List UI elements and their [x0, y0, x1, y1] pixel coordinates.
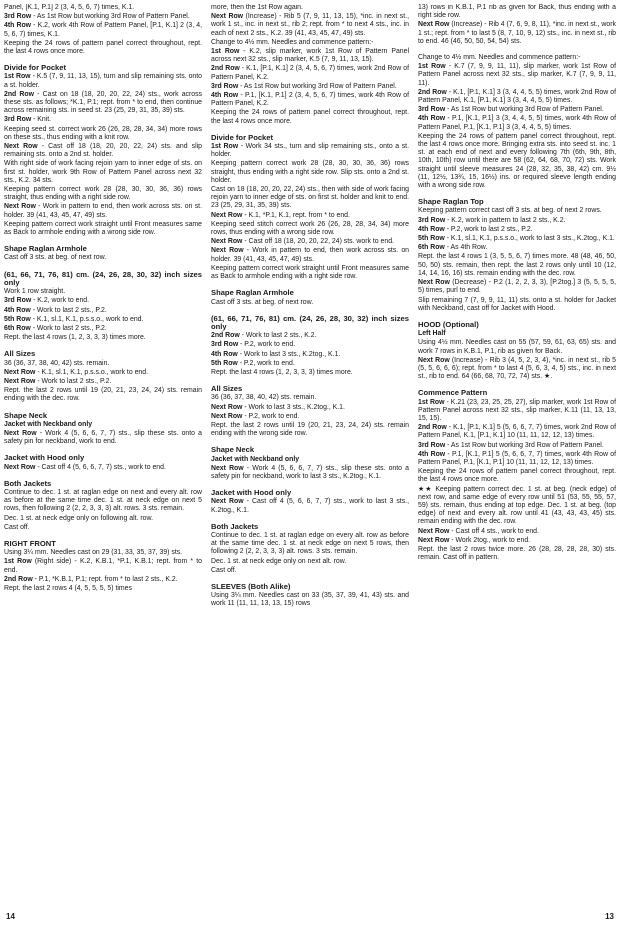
instruction-text: - Work to last 2 sts., K.2.	[239, 332, 317, 340]
instruction-paragraph	[211, 465, 409, 481]
instruction-paragraph	[4, 515, 202, 523]
section-heading: Divide for Pocket	[211, 132, 274, 142]
instruction-paragraph	[211, 592, 409, 608]
row-label: 2nd Row	[418, 424, 447, 432]
section-heading: HOOD (Optional)	[418, 319, 479, 329]
instruction-text: Rept. the last 2 rows until 19 (20, 21, 23, 24, 24) sts. remain ending with the wrong side row.	[211, 421, 409, 438]
instruction-text: Cast off.	[211, 566, 237, 574]
instruction-paragraph	[211, 404, 409, 412]
instruction-text: Slip remaining 7 (7, 9, 9, 11, 11) sts. onto a st. holder for Jacket with Neckband, cast off for Jacket with Hood.	[418, 296, 616, 312]
instruction-paragraph	[211, 332, 409, 340]
instruction-paragraph	[418, 133, 616, 190]
instruction-text: - P.1, *K.B.1, P.1; rept. from * to last 2 sts., K.2.	[32, 575, 178, 583]
instruction-paragraph	[211, 265, 409, 281]
instruction-text: (Increase) - Rib 3 (4, 5, 2, 3, 4), *inc. in next st., rib 5 (5, 5, 6, 6, 6); rept. from * to last 4 (5, 6, 3, 4, 5) sts., inc. in next st., rib to end. 64 (66, 68, 70, 72, 74) sts. ★.	[418, 356, 616, 381]
row-label: 2nd Row	[211, 65, 240, 73]
section-heading: Shape Neck	[211, 445, 255, 455]
row-label: 1st Row	[418, 63, 446, 71]
instruction-text: Keeping pattern correct work 28 (28, 30, 30, 36, 36) rows straight, thus ending with a right side row. Slip sts. onto a 2nd st. holder.	[211, 160, 409, 184]
row-label: 2nd Row	[4, 575, 33, 583]
column-middle	[211, 4, 409, 899]
instruction-text: Using 3¼ mm. Needles cast on 33 (35, 37, 39, 41, 43) sts. and work 11 (11, 11, 13, 13, 15) rows	[211, 592, 409, 608]
instruction-text: - Work in pattern to end, then work across sts. on st. holder. 39 (41, 43, 45, 47, 49) sts.	[4, 203, 202, 219]
row-label: 2nd Row	[211, 332, 240, 340]
instruction-text: Keeping pattern correct work straight until Front measures same as Back to armhole ending with a wrong side row.	[4, 220, 202, 237]
section-heading: (61, 66, 71, 76, 81) cm. (24, 26, 28, 30, 32) inch sizes only	[211, 313, 409, 331]
instruction-text: - As 1st Row but working 3rd Row of Pattern Panel.	[238, 82, 397, 90]
instruction-text: Keeping the 24 rows of pattern panel correct throughout, rept. the last 4 rows once more. Bringing extra sts. into seed st. inc. 1 st. at each end of next and every following 7th (6th, 9th, 8th, 10th, 10th) row until there are 58 (62, 64, 68, 70, 72) sts. Work straight until sleeve measures 24 (28, 32, 35, 38, 42) cm. 9½ (11, 12½, 13¾, 15, 16½) ins. or required sleeve length ending with a wrong side row.	[418, 132, 616, 190]
page-number-left: 14	[6, 912, 15, 921]
instruction-paragraph	[4, 489, 202, 514]
instruction-text: Rept. the last 4 rows (1, 2, 3, 3, 3) times more.	[211, 368, 353, 376]
instruction-text: - Work to last 2 sts., P.2.	[30, 306, 107, 314]
instruction-text: - K.1, *P.1, K.1, rept. from * to end.	[242, 211, 350, 219]
instruction-text: (Right side) - K.2, K.B.1, *P.1, K.B.1; rept. from * to end.	[4, 558, 202, 574]
instruction-paragraph	[4, 307, 202, 315]
instruction-text: - Work 34 sts., turn and slip remaining sts., onto a st. holder.	[211, 143, 409, 159]
instruction-text: 13) rows in K.B.1, P.1 rib as given for Back, thus ending with a right side row.	[418, 4, 616, 20]
section-heading: Both Jackets	[211, 521, 259, 531]
instruction-text: - Cast off 18 (18, 20, 20, 22, 24) sts. work to end.	[242, 238, 394, 246]
instruction-paragraph	[211, 39, 409, 47]
instruction-paragraph	[4, 91, 202, 116]
instruction-text: Cast off.	[4, 523, 30, 531]
instruction-text: - Cast off 18 (18, 20, 20, 22, 24) sts. and slip remaining sts. onto a 2nd st. holder.	[4, 143, 202, 159]
instruction-text: - K.1, [P.1, K.1] 3 (3, 4, 4, 5, 5) times, work 2nd Row of Pattern Panel, K.1, [P.1, K.1] 3 (3, 4, 4, 5, 5) times.	[418, 88, 616, 105]
instruction-paragraph	[4, 585, 202, 593]
instruction-text: Rept. the last 2 rows twice more. 26 (28, 28, 28, 28, 30) sts. remain. Cast off in pattern.	[418, 545, 616, 562]
section-heading: SLEEVES (Both Alike)	[211, 581, 291, 591]
section-heading: Commence Pattern	[418, 388, 488, 398]
instruction-paragraph	[418, 89, 616, 105]
row-label: 3rd Row	[211, 341, 239, 349]
row-label: 1st Row	[211, 48, 240, 56]
row-label: Next Row	[211, 498, 244, 506]
row-label: Next Row	[418, 279, 450, 287]
row-label: 6th Row	[418, 244, 445, 252]
row-label: 3rd Row	[4, 13, 32, 21]
instruction-paragraph	[211, 143, 409, 159]
instruction-paragraph	[4, 558, 202, 574]
instruction-text: ★★ Keeping pattern correct dec. 1 st. at beg. (neck edge) of next row, and same edge of every row until 51 (53, 55, 55, 57, 59) sts. remain, thus ending at top edge. Dec. 1 st. at beg. (top edge) of next and every alt. row until 41 (43, 43, 43, 45) sts. remain ending with the dec. row.	[418, 485, 616, 526]
instruction-paragraph	[418, 546, 616, 562]
instruction-paragraph	[211, 413, 409, 421]
instruction-text: Change to 4½ mm. Needles and commence pattern:-	[211, 38, 374, 46]
instruction-paragraph	[4, 143, 202, 159]
row-label: 1st Row	[4, 73, 31, 81]
instruction-text: - K.1, sl.1, K.1, p.s.s.o., work to end.	[30, 315, 144, 323]
section-heading: Jacket with Hood only	[4, 453, 85, 463]
instruction-paragraph	[4, 334, 202, 342]
instruction-text: - As 4th Row.	[444, 244, 488, 252]
instruction-text: Using 4½ mm. Needles cast on 55 (57, 59, 61, 63, 65) sts. and work 7 rows in K.B.1, P.1, rib as given for Back.	[418, 339, 616, 355]
instruction-paragraph	[4, 73, 202, 89]
instruction-text: Keeping pattern correct cast off 3 sts. at beg. of next 2 rows.	[418, 207, 602, 215]
instruction-text: - Work 2tog., work to end.	[449, 536, 531, 544]
instruction-paragraph	[211, 360, 409, 368]
instruction-paragraph	[418, 4, 616, 20]
row-label: Next Row	[211, 412, 243, 420]
instruction-paragraph	[418, 21, 616, 46]
instruction-text: 36 (36, 37, 38, 40, 42) sts. remain.	[211, 394, 317, 402]
section-heading: All Sizes	[4, 349, 36, 359]
instruction-text: - Knit.	[31, 116, 52, 124]
instruction-paragraph	[418, 235, 616, 243]
column-right	[418, 4, 616, 899]
row-label: Next Row	[211, 247, 244, 255]
instruction-text: - As 1st Row but working 3rd Row of Pattern Panel.	[31, 13, 190, 21]
instruction-text: - Work to last 2 sts., P.2.	[35, 377, 112, 385]
instruction-paragraph	[4, 126, 202, 142]
instruction-text: Keeping pattern correct work 28 (28, 30, 30, 36, 36) rows straight, thus ending with a right side row.	[4, 186, 202, 202]
instruction-text: Rept. the last 4 rows 1 (3, 5, 5, 6, 7) times more. 48 (48, 46, 50, 50, 50) sts. remain, then rept. the last 2 rows only until 10 (12, 14, 14, 16, 16) sts. remain ending with the dec. row.	[418, 253, 616, 277]
instruction-paragraph	[418, 486, 616, 527]
section-heading: All Sizes	[211, 384, 243, 394]
instruction-text: - Cast off 4 sts., work to end.	[449, 527, 539, 535]
instruction-text: - K.1, sl.1, K.1, p.s.s.o., work to end.	[35, 368, 149, 376]
instruction-paragraph	[418, 207, 616, 215]
instruction-paragraph	[418, 528, 616, 536]
instruction-paragraph	[211, 299, 409, 307]
instruction-text: - Work to last 3 sts., K.2tog., K.1.	[237, 350, 341, 358]
instruction-paragraph	[211, 247, 409, 263]
instruction-text: - Work to last 3 sts., K.2tog., K.1.	[242, 403, 345, 411]
instruction-paragraph	[4, 549, 202, 557]
instruction-paragraph	[211, 498, 409, 514]
instruction-paragraph	[418, 424, 616, 440]
instruction-text: Continue to dec. 1 st. at raglan edge on next and every alt. row as before at the same time dec. 1 st. at neck edge on next 5 rows, then following 2 (2, 2, 3, 3, 3) alt. rows. 3 sts. remain.	[4, 488, 202, 513]
instruction-text: - K.2, work to end.	[31, 297, 90, 305]
instruction-paragraph	[4, 4, 202, 12]
instruction-text: Keeping the 24 rows of pattern panel correct throughout, rept. the last 4 rows once more.	[418, 468, 616, 484]
instruction-text: Rept. the last 2 rows 4 (4, 5, 5, 5, 5) times	[4, 584, 132, 592]
row-label: 1st Row	[4, 558, 32, 566]
instruction-paragraph	[211, 532, 409, 557]
instruction-text: - K.2, work 4th Row of Pattern Panel, [P.1, K.1] 2 (3, 4, 5, 6, 7) times, K.1.	[4, 22, 202, 38]
instruction-paragraph	[4, 524, 202, 532]
section-heading: Jacket with Hood only	[211, 488, 292, 498]
instruction-paragraph	[418, 217, 616, 225]
row-label: 3rd Row	[4, 297, 32, 305]
instruction-text: Keeping seed stitch correct work 26 (26, 28, 28, 34, 34) more rows, thus ending with a wrong side row.	[211, 220, 409, 237]
instruction-text: Work 1 row straight.	[4, 288, 66, 296]
row-label: Next Row	[4, 143, 38, 151]
row-label: Next Row	[418, 536, 450, 544]
instruction-paragraph	[4, 325, 202, 333]
row-label: 4th Row	[211, 92, 239, 100]
instruction-paragraph	[418, 399, 616, 424]
instruction-text: - K.21 (23, 23, 25, 25, 27), slip marker, work 1st Row of Pattern Panel across next 32 sts., slip marker, K.11 (11, 13, 13, 15, 15).	[418, 398, 616, 422]
row-label: 3rd Row	[4, 116, 32, 124]
instruction-paragraph	[4, 360, 202, 368]
instruction-text: With right side of work facing rejoin yarn to inner edge of sts. on first st. holder, work 9th Row of Pattern Panel across next 32 sts., K.2. 34 sts.	[4, 160, 202, 184]
row-label: Next Row	[418, 356, 450, 364]
row-label: Next Row	[211, 403, 243, 411]
instruction-paragraph	[211, 558, 409, 566]
instruction-paragraph	[211, 567, 409, 575]
instruction-text: (Increase) - Rib 4 (7, 6, 9, 8, 11), *inc. in next st., work 1 st.; rept. from * to last 5 (8, 7, 10, 9, 12) sts., inc. in next st., rib to end. 46 (46, 50, 50, 54, 54) sts.	[418, 21, 616, 45]
instruction-text: - P.2, work to end.	[242, 412, 300, 420]
instruction-paragraph	[211, 83, 409, 91]
instruction-paragraph	[211, 238, 409, 246]
instruction-text: - P.2, work to end.	[237, 359, 295, 367]
instruction-text: - K.1, [P.1, K.1] 5 (5, 6, 6, 7, 7) times, work 2nd Row of Pattern Panel, K.1, [P.1, K.1] 10 (11, 11, 12, 12, 13) times.	[418, 424, 616, 440]
text-columns	[4, 4, 616, 899]
instruction-paragraph	[211, 351, 409, 359]
instruction-text: - Cast on 18 (18, 20, 20, 22, 24) sts., work across these sts. as follows; *K.1, P.1; rept. from * to end, then continue across remaining sts. in seed st. 23 (25, 29, 31, 35, 39) sts.	[4, 90, 202, 115]
instruction-text: - Work 4 (5, 6, 6, 7, 7) sts., slip these sts. onto a safety pin for neckband, work to end.	[4, 429, 202, 446]
instruction-paragraph	[4, 576, 202, 584]
instruction-text: Cast off 3 sts. at beg. of next row.	[4, 254, 107, 262]
row-label: 4th Row	[211, 350, 238, 358]
instruction-text: - Cast off 4 (5, 6, 6, 7, 7) sts., work to end.	[35, 463, 166, 471]
instruction-paragraph	[418, 297, 616, 313]
instruction-text: - K.1, [P.1, K.1] 2 (3, 4, 5, 6, 7) times, work 2nd Row of Pattern Panel, K.2.	[211, 65, 409, 81]
row-label: 4th Row	[4, 306, 31, 314]
instruction-text: - K.2, work in pattern to last 2 sts., K.2.	[445, 216, 566, 224]
instruction-text: 36 (36, 37, 38, 40, 42) sts. remain.	[4, 359, 110, 367]
instruction-paragraph	[418, 253, 616, 278]
instruction-text: Keeping seed st. correct work 26 (26, 28, 28, 34, 34) more rows on these sts., thus ending with a knit row.	[4, 125, 202, 141]
row-label: Next Row	[418, 527, 450, 535]
instruction-paragraph	[4, 186, 202, 202]
instruction-paragraph	[211, 13, 409, 38]
instruction-text: - P.1, [K.1, P.1] 2 (3, 4, 5, 6, 7) times, work 4th Row of Pattern Panel, K.2.	[211, 92, 409, 108]
instruction-text: Keeping the 24 rows of pattern panel correct throughout, rept. the last 4 rows once more.	[211, 109, 409, 125]
instruction-paragraph	[211, 4, 409, 12]
instruction-paragraph	[418, 54, 616, 62]
row-label: 3rd Row	[418, 441, 446, 449]
instruction-paragraph	[4, 288, 202, 296]
section-heading: Both Jackets	[4, 478, 52, 488]
row-label: Next Row	[211, 211, 243, 219]
instruction-paragraph	[4, 13, 202, 21]
instruction-text: - K.5 (7, 9, 11, 13, 15), turn and slip remaining sts. onto a st. holder.	[4, 73, 202, 89]
instruction-text: - K.1, sl.1, K.1, p.s.s.o., work to last 3 sts., K.2tog., K.1.	[444, 235, 615, 243]
instruction-paragraph	[211, 109, 409, 125]
row-label: 6th Row	[4, 324, 31, 332]
instruction-text: Cast on 18 (18, 20, 20, 22, 24) sts., then with side of work facing rejoin yarn to inner edge of sts. on first st. holder and knit to end. 23 (25, 29, 31, 35, 39) sts.	[211, 186, 409, 210]
instruction-paragraph	[418, 279, 616, 295]
instruction-text: - K.7 (7, 9, 9, 11, 11), slip marker, work 1st Row of Pattern Panel across next 32 sts., slip marker, K.7 (7, 9, 9, 11, 11).	[418, 63, 616, 87]
instruction-paragraph	[4, 316, 202, 324]
instruction-paragraph	[4, 254, 202, 262]
row-label: Next Row	[211, 238, 243, 246]
instruction-text: - As 1st Row but working 3rd Row of Pattern Panel.	[445, 106, 604, 114]
instruction-text: Dec. 1 st. at neck edge only on next alt. row.	[211, 557, 347, 565]
section-heading: (61, 66, 71, 76, 81) cm. (24, 26, 28, 30, 32) inch sizes only	[4, 269, 202, 287]
instruction-paragraph	[211, 65, 409, 81]
instruction-text: Cast off 3 sts. at beg. of next row.	[211, 298, 314, 306]
instruction-text: Keeping the 24 rows of pattern panel correct throughout, rept. the last 4 rows once more.	[4, 39, 202, 56]
row-label: Next Row	[4, 429, 37, 437]
section-heading: Divide for Pocket	[4, 63, 67, 73]
instruction-text: Rept. the last 4 rows (1, 2, 3, 3, 3) times more.	[4, 334, 146, 342]
instruction-paragraph	[4, 160, 202, 185]
row-label: Next Row	[418, 21, 450, 29]
instruction-paragraph	[4, 430, 202, 446]
instruction-text: - P.2, work to last 2 sts., P.2.	[444, 225, 533, 233]
instruction-paragraph	[4, 116, 202, 124]
row-label: 4th Row	[418, 450, 446, 458]
section-heading: Shape Raglan Top	[418, 197, 484, 207]
instruction-paragraph	[211, 422, 409, 438]
row-label: Next Row	[4, 203, 36, 211]
row-label: 5th Row	[4, 315, 31, 323]
instruction-paragraph	[418, 244, 616, 252]
row-label: Next Row	[4, 368, 36, 376]
row-label: Next Row	[4, 463, 36, 471]
instruction-paragraph	[418, 468, 616, 484]
instruction-text: Change to 4½ mm. Needles and commence pattern:-	[418, 54, 581, 62]
row-label: 3rd Row	[418, 106, 446, 114]
instruction-text: Panel, [K.1, P.1] 2 (3, 4, 5, 6, 7) times, K.1.	[4, 4, 135, 11]
section-heading: Shape Neck	[4, 410, 48, 420]
instruction-paragraph	[211, 369, 409, 377]
instruction-paragraph	[211, 186, 409, 211]
instruction-paragraph	[418, 339, 616, 355]
instruction-paragraph	[211, 221, 409, 237]
instruction-text: - P.1, [K.1, P.1] 3 (3, 4, 4, 5, 5) times, work 4th Row of Pattern Panel, P.1, [K.1, P.1] 3 (3, 4, 4, 5, 5) times.	[418, 115, 616, 131]
instruction-paragraph	[211, 341, 409, 349]
row-label: Next Row	[4, 377, 36, 385]
instruction-paragraph	[211, 212, 409, 220]
instruction-text: Keeping pattern correct work straight until Front measures same as Back to armhole ending with a right side row.	[211, 264, 409, 281]
row-label: 4th Row	[4, 22, 32, 30]
instruction-text: - Work 4 (5, 6, 6, 7, 7) sts., slip these sts. onto a safety pin for neckband, work to last 3 sts., K.2tog., K.1.	[211, 464, 409, 480]
instruction-text: Using 3¼ mm. Needles cast on 29 (31, 33, 35, 37, 39) sts.	[4, 549, 183, 557]
row-label: Next Row	[211, 464, 244, 472]
row-label: 4th Row	[418, 115, 446, 123]
row-label: 1st Row	[211, 143, 239, 151]
instruction-text: Rept. the last 2 rows until 19 (20, 21, 23, 24, 24) sts. remain ending with the dec. row.	[4, 387, 202, 403]
instruction-paragraph	[418, 63, 616, 88]
instruction-paragraph	[418, 357, 616, 382]
row-label: 5th Row	[211, 359, 238, 367]
instruction-paragraph	[418, 442, 616, 450]
row-label: 3rd Row	[418, 216, 446, 224]
subsection-heading: Left Half	[418, 330, 446, 338]
instruction-paragraph	[418, 106, 616, 114]
instruction-paragraph	[211, 160, 409, 185]
row-label: Next Row	[211, 13, 244, 21]
instruction-paragraph	[4, 40, 202, 56]
subsection-heading: Jacket with Neckband only	[4, 420, 93, 428]
instruction-paragraph	[211, 394, 409, 402]
instruction-paragraph	[4, 221, 202, 237]
instruction-text: - Work in pattern to end, then work across sts. on holder. 39 (41, 43, 45, 47, 49) sts.	[211, 247, 409, 263]
instruction-paragraph	[4, 297, 202, 305]
instruction-paragraph	[211, 92, 409, 108]
column-left	[4, 4, 202, 899]
instruction-text: (Increase) - Rib 5 (7, 9, 11, 13, 15), *inc. in next st., work 1 st., inc. in next st., rib 2; rept. from * to next 4 sts., inc. in each of next 2 sts., K.2. 39 (41, 43, 45, 47, 49) sts.	[211, 13, 409, 37]
subsection-heading: Jacket with Neckband only	[211, 455, 300, 463]
instruction-text: Continue to dec. 1 st. at raglan edge on every alt. row as before at the same time dec. 1 st. at neck edge on next 5 rows, then following 2 (2, 2, 3, 3, 3) alt. rows. 3 sts. remain.	[211, 531, 409, 556]
row-label: 5th Row	[418, 235, 445, 243]
section-heading: Shape Raglan Armhole	[4, 244, 87, 254]
instruction-paragraph	[211, 48, 409, 64]
instruction-paragraph	[418, 451, 616, 467]
instruction-text: - Work to last 2 sts., P.2.	[30, 324, 107, 332]
instruction-paragraph	[4, 387, 202, 403]
instruction-paragraph	[418, 537, 616, 545]
instruction-paragraph	[4, 22, 202, 38]
instruction-text: - K.2, slip marker, work 1st Row of Pattern Panel across next 32 sts., slip marker, K.5 (7, 9, 11, 13, 15).	[211, 48, 409, 64]
instruction-text: - P.2, work to end.	[238, 341, 296, 349]
row-label: 2nd Row	[4, 90, 34, 98]
instruction-text: more, then the 1st Row again.	[211, 4, 303, 11]
instruction-text: - P.1, [K.1, P.1] 5 (5, 6, 6, 7, 7) times, work 4th Row of Pattern Panel, P.1, [K.1, P.1] 10 (11, 11, 12, 12, 13) times.	[418, 450, 616, 466]
instruction-text: - As 1st Row but working 3rd Row of Pattern Panel.	[445, 441, 604, 449]
section-heading: RIGHT FRONT	[4, 538, 56, 548]
row-label: 2nd Row	[418, 88, 447, 96]
row-label: 1st Row	[418, 398, 445, 406]
instruction-text: Dec. 1 st. at neck edge only on following alt. row.	[4, 514, 153, 522]
page-number-right: 13	[605, 912, 614, 921]
instruction-paragraph	[418, 115, 616, 131]
instruction-paragraph	[4, 203, 202, 219]
instruction-paragraph	[4, 378, 202, 386]
section-heading: Shape Raglan Armhole	[211, 288, 294, 298]
instruction-paragraph	[418, 226, 616, 234]
instruction-paragraph	[4, 464, 202, 472]
row-label: 4th Row	[418, 225, 445, 233]
instruction-paragraph	[4, 369, 202, 377]
instruction-text: - Cast off 4 (5, 6, 6, 7, 7) sts., work to last 3 sts., K.2tog., K.1.	[211, 498, 409, 514]
instruction-text: (Decrease) - P.2 (1, 2, 2, 3, 3), [P.2tog.] 3 (5, 5, 5, 5, 5) times, purl to end.	[418, 279, 616, 295]
row-label: 3rd Row	[211, 82, 239, 90]
